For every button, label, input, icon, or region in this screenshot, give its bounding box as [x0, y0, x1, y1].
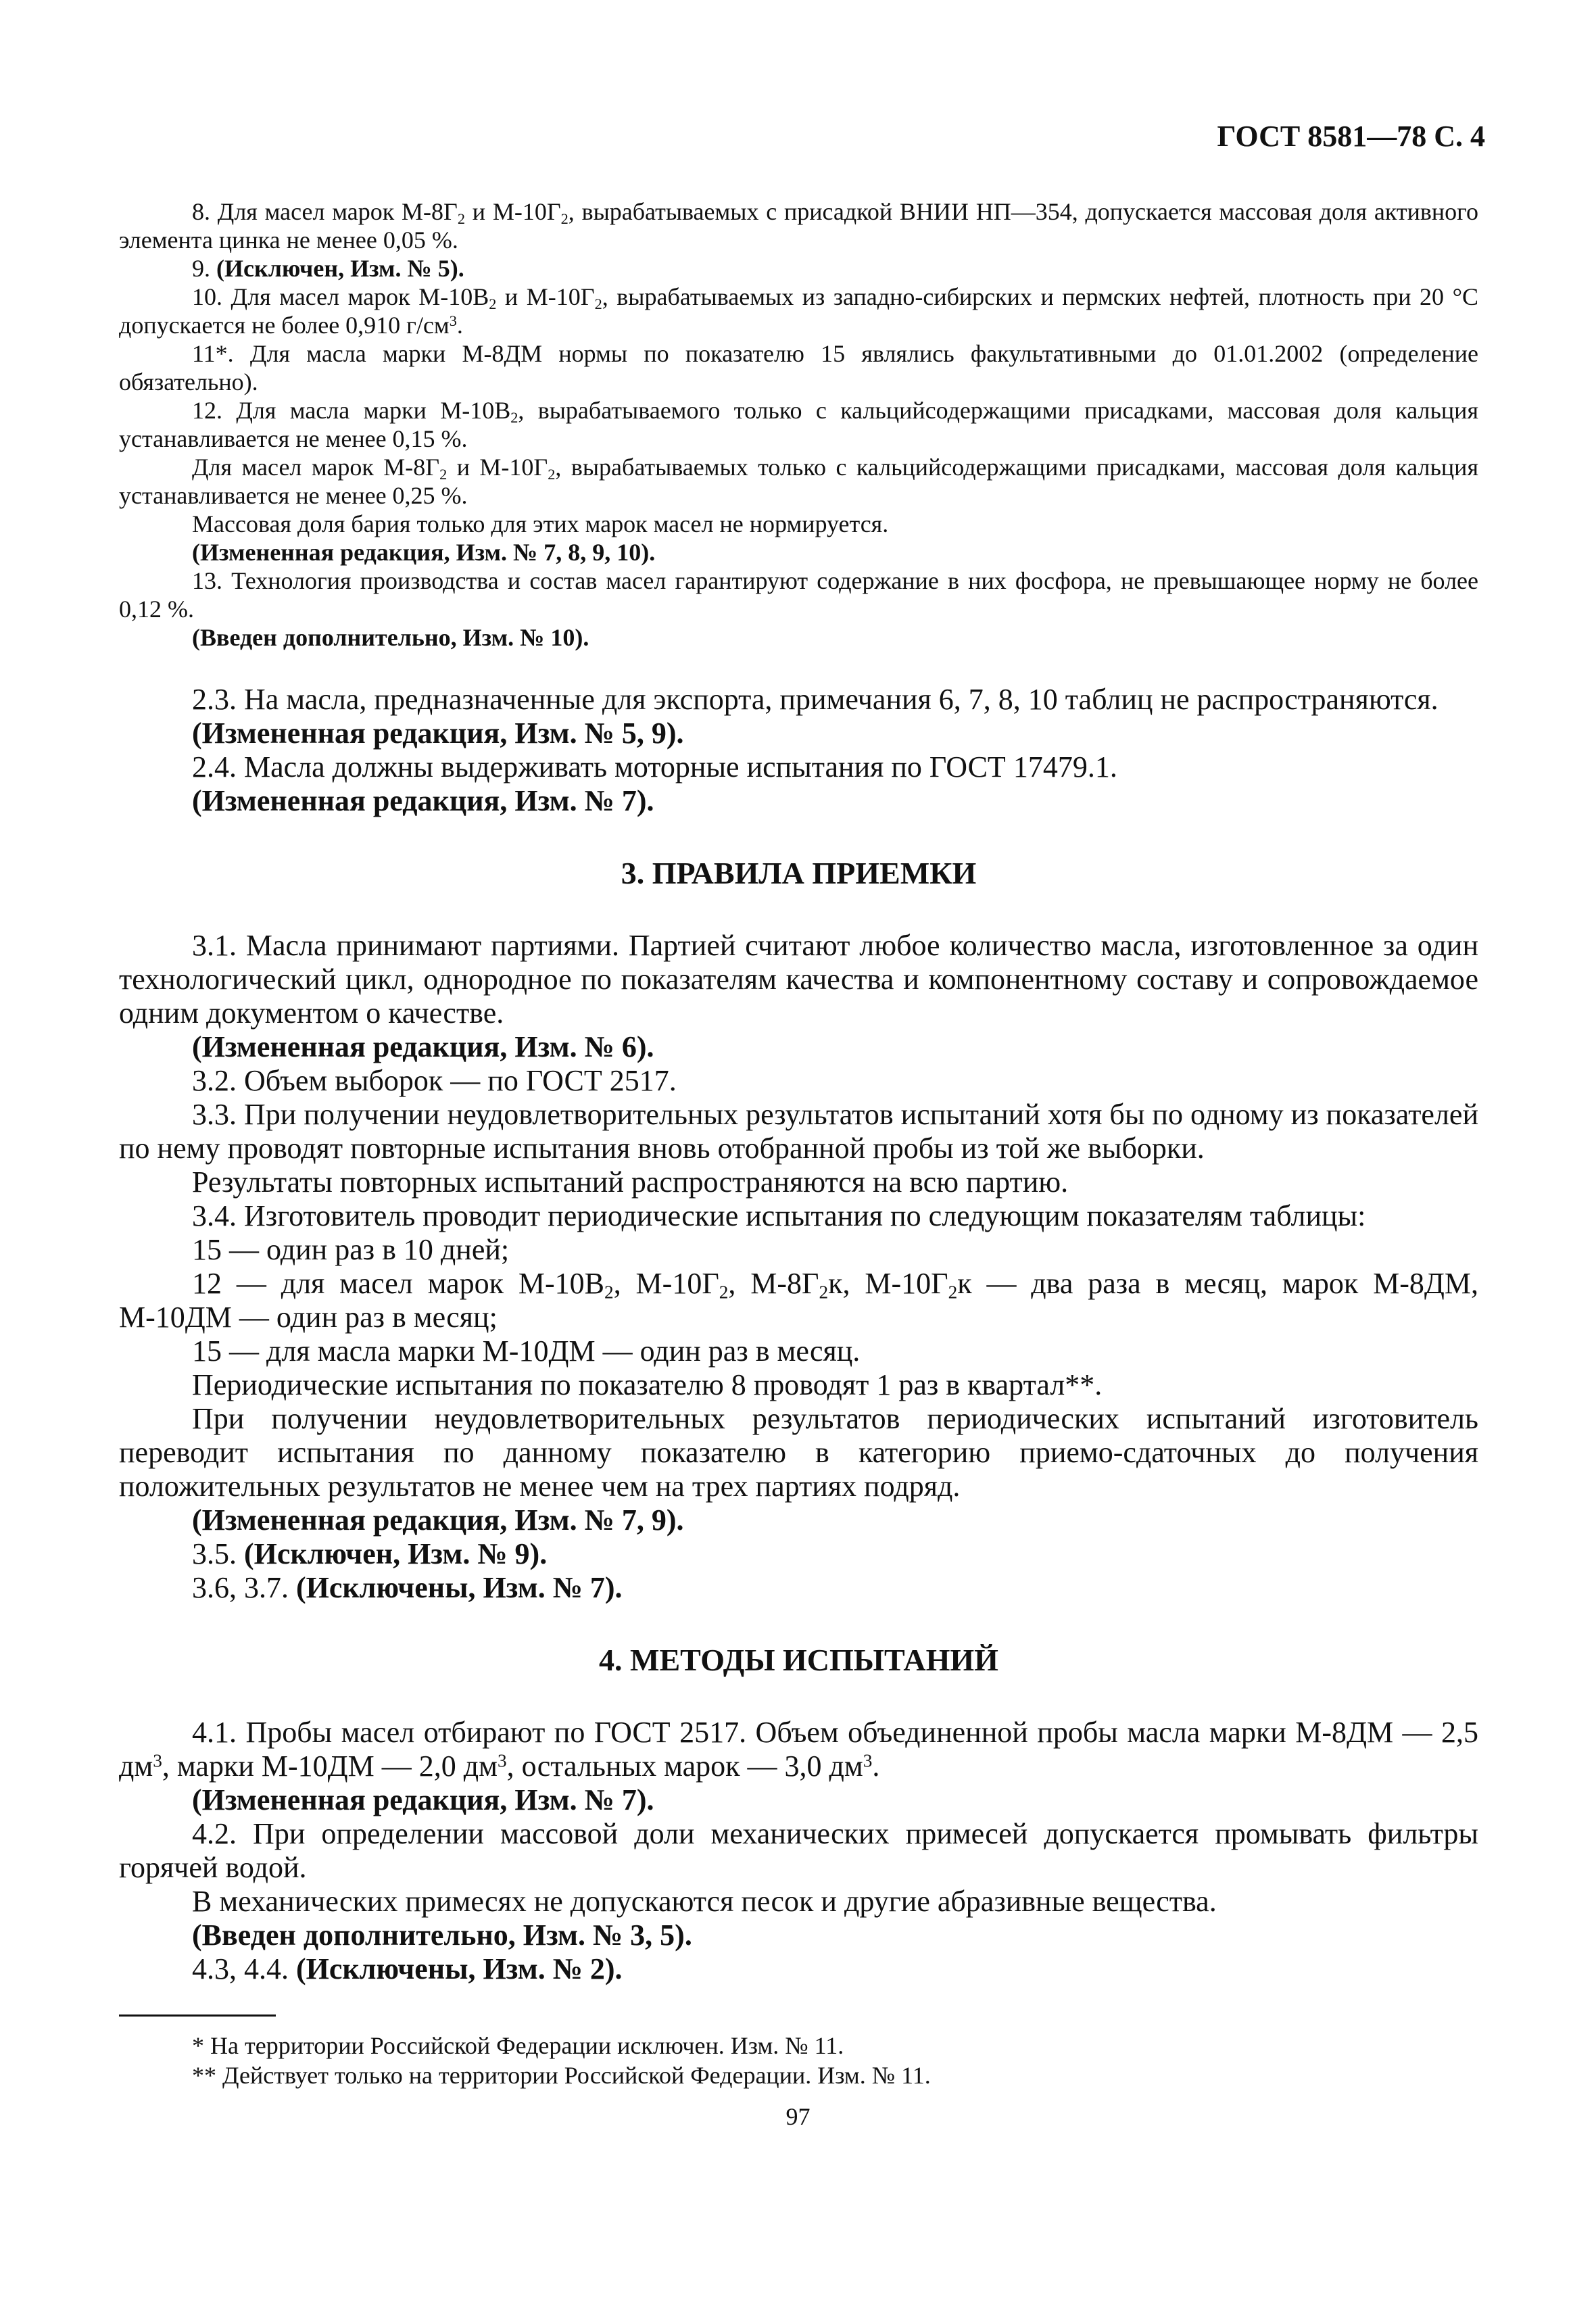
paragraph: 15 — для масла марки М-10ДМ — один раз в месяц. — [192, 1334, 861, 1368]
footnotes — [119, 2031, 1478, 2090]
paragraph: 3.2. Объем выборок — по ГОСТ 2517. — [192, 1064, 677, 1097]
section-3-title: 3. ПРАВИЛА ПРИЕМКИ — [621, 856, 977, 890]
paragraph: (Измененная редакция, Изм. № 7). — [192, 784, 654, 817]
paragraph: (Измененная редакция, Изм. № 7, 8, 9, 10). — [192, 539, 656, 566]
paragraph: Результаты повторных испытаний распространяются на всю партию. — [192, 1165, 1069, 1199]
paragraph: При получении неудовлетворительных результатов периодических испытаний изготовитель переводит испытания по данному показателю в категорию приемо-сдаточных до получения положительных результатов не менее чем на трех партиях подряд. — [119, 1402, 1478, 1503]
paragraph: 11*. Для масла марки М-8ДМ нормы по показателю 15 являлись факультативными до 01.01.2002 (определение обязательно). — [119, 340, 1478, 395]
paragraph: (Измененная редакция, Изм. № 5, 9). — [192, 717, 684, 750]
page-number: 97 — [785, 2103, 811, 2130]
paragraph: 3.1. Масла принимают партиями. Партией считают любое количество масла, изготовленное за один технологический цикл, однородное по показателям качества и компонентному составу и сопровождаемое одним документом о качестве. — [119, 929, 1478, 1030]
paragraph: 3.4. Изготовитель проводит периодические испытания по следующим показателям таблицы: — [192, 1199, 1366, 1232]
paragraph: 3.6, 3.7. (Исключены, Изм. № 7). — [192, 1571, 623, 1604]
section-4-title: 4. МЕТОДЫ ИСПЫТАНИЙ — [599, 1643, 998, 1677]
footnote: ** Действует только на территории Российской Федерации. Изм. № 11. — [192, 2062, 931, 2089]
paragraph: (Измененная редакция, Изм. № 7, 9). — [192, 1503, 684, 1537]
paragraph: 10. Для масел марок $М-10В_2$ и $М-10Г_2$, вырабатываемых из западно-сибирских и пермских нефтей, плотность при 20 °С допускается не более 0,910 $г/см^3$. — [119, 283, 1479, 339]
paragraph: 8. Для масел марок $М-8Г_2$ и $М-10Г_2$, вырабатываемых с присадкой ВНИИ НП—354, допускается массовая доля активного элемента цинка не менее 0,05 %. — [119, 198, 1478, 254]
paragraph: 13. Технология производства и состав масел гарантируют содержание в них фосфора, не превышающее норму не более 0,12 %. — [119, 567, 1478, 623]
section-2-tail — [119, 683, 1478, 818]
paragraph: 2.4. Масла должны выдерживать моторные испытания по ГОСТ 17479.1. — [192, 750, 1117, 783]
paragraph: 4.1. Пробы масел отбирают по ГОСТ 2517. Объем объединенной пробы масла марки М-8ДМ — 2,5 $дм^3$, марки М-10ДМ — 2,0 $дм^3$, остальных марок — 3,0 $дм^3$. — [119, 1716, 1478, 1783]
table-notes — [119, 197, 1478, 652]
paragraph: Для масел марок $М-8Г_2$ и $М-10Г_2$, вырабатываемых только с кальцийсодержащими присадками, массовая доля кальция устанавливается не менее 0,25 %. — [119, 454, 1478, 509]
paragraph: 9. (Исключен, Изм. № 5). — [192, 255, 464, 282]
paragraph: (Введен дополнительно, Изм. № 10). — [192, 624, 589, 651]
paragraph: Массовая доля бария только для этих марок масел не нормируется. — [192, 510, 889, 537]
paragraph: 12 — для масел марок $М-10В_2$, $М-10Г_2$, $М-8Г_2к$, $М-10Г_2к$ — два раза в месяц, марок М-8ДМ, М-10ДМ — один раз в месяц; — [119, 1267, 1479, 1334]
paragraph: (Измененная редакция, Изм. № 7). — [192, 1783, 654, 1816]
section-4-body — [119, 1716, 1478, 1986]
paragraph: 2.3. На масла, предназначенные для экспорта, примечания 6, 7, 8, 10 таблиц не распространяются. — [192, 683, 1438, 716]
paragraph: (Измененная редакция, Изм. № 6). — [192, 1030, 654, 1063]
paragraph: Периодические испытания по показателю 8 проводят 1 раз в квартал**. — [192, 1368, 1103, 1401]
main-text — [119, 683, 1478, 1986]
paragraph: 12. Для масла марки $М-10В_2$, вырабатываемого только с кальцийсодержащими присадками, массовая доля кальция устанавливается не менее 0,15 %. — [119, 397, 1479, 452]
paragraph: 3.5. (Исключен, Изм. № 9). — [192, 1537, 548, 1570]
footnote: * На территории Российской Федерации исключен. Изм. № 11. — [192, 2032, 844, 2059]
paragraph: 4.3, 4.4. (Исключены, Изм. № 2). — [192, 1952, 623, 1985]
page-header: ГОСТ 8581—78 С. 4 — [1217, 120, 1485, 153]
paragraph: 15 — один раз в 10 дней; — [192, 1233, 510, 1266]
paragraph: В механических примесях не допускаются песок и другие абразивные вещества. — [192, 1885, 1217, 1918]
paragraph: 4.2. При определении массовой доли механических примесей допускается промывать фильтры горячей водой. — [119, 1817, 1478, 1884]
section-3-body — [119, 929, 1478, 1605]
footnote-divider — [119, 2015, 276, 2017]
paragraph: (Введен дополнительно, Изм. № 3, 5). — [192, 1919, 692, 1952]
paragraph: 3.3. При получении неудовлетворительных результатов испытаний хотя бы по одному из показателей по нему проводят повторные испытания вновь отобранной пробы из той же выборки. — [119, 1098, 1478, 1165]
